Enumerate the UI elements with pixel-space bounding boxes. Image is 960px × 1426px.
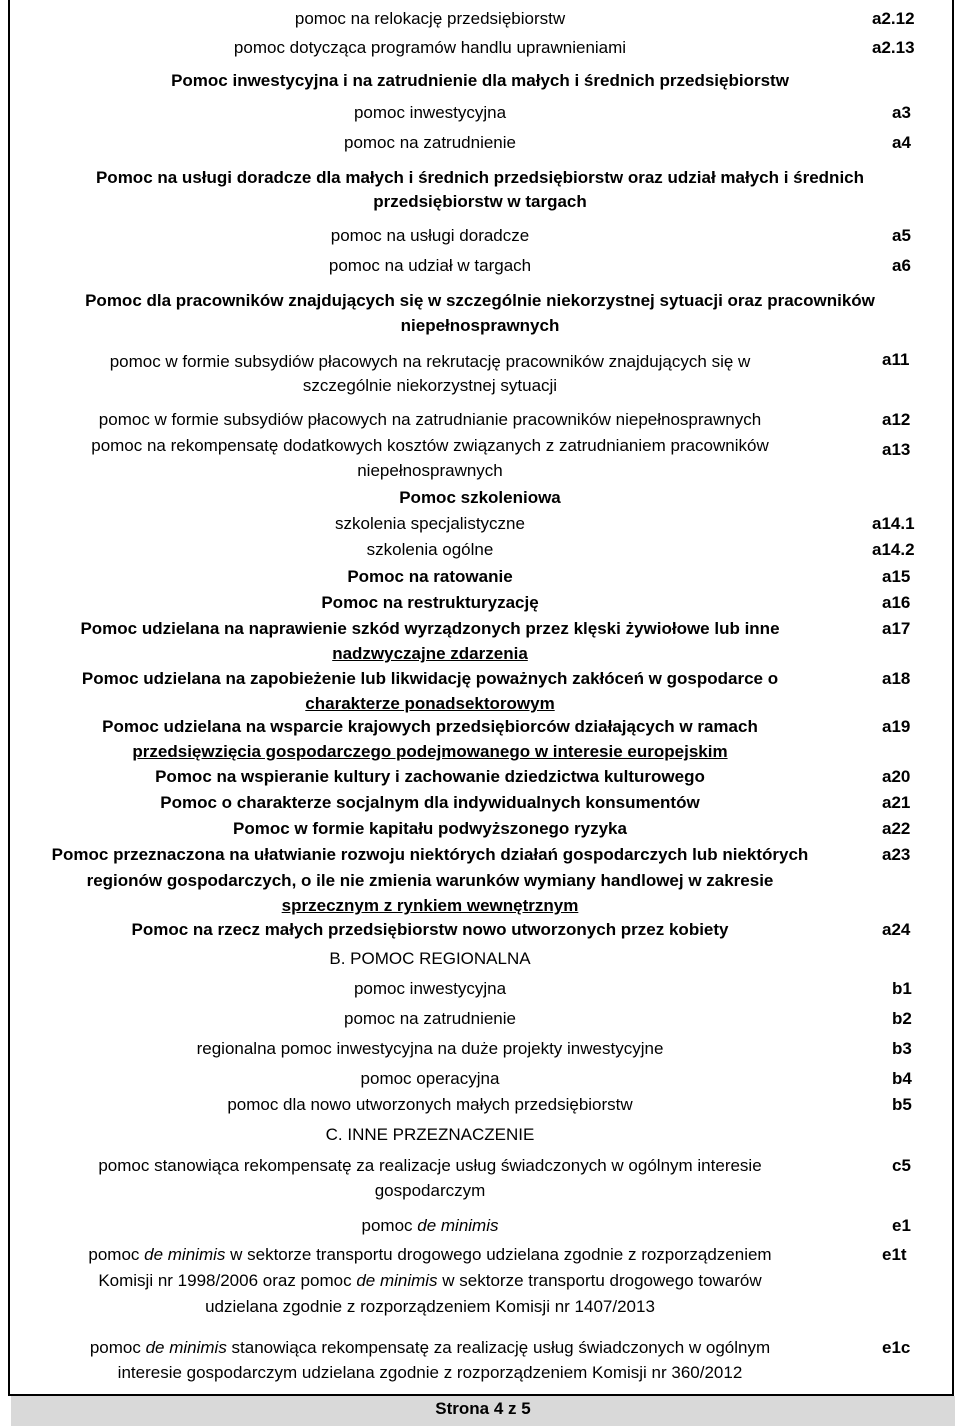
row-text: pomoc stanowiąca rekompensatę za realizacje usług świadczonych w ogólnym interesie [98, 1156, 762, 1175]
row-code: b3 [892, 1039, 912, 1058]
text-part: Komisji nr 1998/2006 oraz pomoc [98, 1271, 357, 1290]
text-part: w sektorze transportu drogowego udzielana zgodnie z rozporządzeniem [225, 1245, 772, 1264]
section-heading: Pomoc udzielana na zapobieżenie lub likwidację poważnych zakłóceń w gospodarce o [81, 669, 779, 688]
row-text: pomoc na zatrudnienie [343, 1009, 516, 1028]
row-code: b5 [892, 1095, 912, 1114]
row-text: gospodarczym [374, 1181, 486, 1200]
section-heading: przedsiębiorstw w targach [373, 192, 587, 211]
row-code: c5 [892, 1156, 911, 1175]
row-code: a11 [882, 350, 910, 369]
row-code: a24 [882, 920, 911, 939]
row-code: a23 [882, 845, 911, 864]
section-heading: B. POMOC REGIONALNA [329, 949, 531, 968]
section-heading: sprzecznym z rynkiem wewnętrznym [281, 896, 579, 915]
row-code: b2 [892, 1009, 912, 1028]
text-part-italic: de minimis [145, 1338, 227, 1357]
text-part: pomoc [88, 1245, 145, 1264]
text-part-italic: de minimis [356, 1271, 438, 1290]
section-heading: niepełnosprawnych [400, 316, 560, 335]
row-code: e1c [882, 1338, 911, 1357]
row-code: a22 [882, 819, 911, 838]
section-heading: Pomoc dla pracowników znajdujących się w szczególnie niekorzystnej sytuacji oraz pracowników [85, 291, 875, 310]
row-text: pomoc operacyjna [360, 1069, 500, 1088]
row-text [10, 1242, 850, 1267]
row-text: szkolenia ogólne [366, 540, 494, 559]
section-heading: Pomoc na rzecz małych przedsiębiorstw nowo utworzonych przez kobiety [131, 920, 729, 939]
row-text: pomoc inwestycyjna [353, 103, 507, 122]
section-heading: Pomoc o charakterze socjalnym dla indywidualnych konsumentów [160, 793, 700, 812]
section-heading: Pomoc inwestycyjna i na zatrudnienie dla małych i średnich przedsiębiorstw [171, 71, 789, 90]
row-text: pomoc na udział w targach [328, 256, 532, 275]
section-heading: przedsięwzięcia gospodarczego podejmowanego w interesie europejskim [132, 742, 728, 761]
section-heading: Pomoc szkoleniowa [399, 488, 561, 507]
row-code: a18 [882, 669, 911, 688]
row-code: a4 [892, 133, 911, 152]
text-part: w sektorze transportu drogowego towarów [437, 1271, 762, 1290]
row-text [10, 1268, 850, 1293]
section-heading: Pomoc na usługi doradcze dla małych i średnich przedsiębiorstw oraz udział małych i średnich [95, 168, 865, 187]
section-heading: Pomoc na wspieranie kultury i zachowanie dziedzictwa kulturowego [155, 767, 705, 786]
row-text [10, 1213, 850, 1238]
row-code: a5 [892, 226, 911, 245]
row-code: a19 [882, 717, 911, 736]
row-code: a12 [882, 410, 911, 429]
section-heading: charakterze ponadsektorowym [305, 694, 555, 713]
row-text: szkolenia specjalistyczne [335, 514, 525, 533]
row-code: a20 [882, 767, 911, 786]
text-part-italic: de minimis [144, 1245, 226, 1264]
row-text [10, 1335, 850, 1360]
row-text: pomoc na relokację przedsiębiorstw [294, 9, 566, 28]
row-code: a6 [892, 256, 911, 275]
row-code: a3 [892, 103, 911, 122]
row-code: a13 [882, 440, 911, 459]
row-code: b4 [892, 1069, 912, 1088]
text-part: pomoc [361, 1216, 418, 1235]
row-text: szczególnie niekorzystnej sytuacji [302, 376, 558, 395]
section-heading: Pomoc przeznaczona na ułatwianie rozwoju niektórych działań gospodarczych lub niektórych [51, 845, 809, 864]
row-code: e1t [882, 1245, 907, 1264]
row-code: a14.2 [872, 540, 915, 559]
row-text: pomoc na zatrudnienie [343, 133, 516, 152]
section-heading: Pomoc na restrukturyzację [321, 593, 539, 612]
row-text: pomoc w formie subsydiów płacowych na zatrudnianie pracowników niepełnosprawnych [98, 410, 762, 429]
section-heading: Pomoc na ratowanie [347, 567, 513, 586]
row-code: e1 [892, 1216, 911, 1235]
section-heading: Pomoc udzielana na naprawienie szkód wyrządzonych przez klęski żywiołowe lub inne [80, 619, 780, 638]
row-text: udzielana zgodnie z rozporządzeniem Komisji nr 1407/2013 [205, 1297, 655, 1316]
row-text: pomoc na rekompensatę dodatkowych kosztów związanych z zatrudnianiem pracowników [91, 436, 769, 455]
section-heading: regionów gospodarczych, o ile nie zmienia warunków wymiany handlowej w zakresie [86, 871, 774, 890]
row-code: a2.12 [872, 9, 915, 28]
row-text: pomoc dla nowo utworzonych małych przedsiębiorstw [227, 1095, 633, 1114]
text-part-italic: de minimis [417, 1216, 499, 1235]
row-text: pomoc w formie subsydiów płacowych na rekrutację pracowników znajdujących się w [109, 352, 751, 371]
row-text: regionalna pomoc inwestycyjna na duże projekty inwestycyjne [196, 1039, 664, 1058]
row-code: a2.13 [872, 38, 915, 57]
row-code: a16 [882, 593, 911, 612]
text-part: stanowiąca rekompensatę za realizację usług świadczonych w ogólnym [226, 1338, 771, 1357]
row-text: pomoc na usługi doradcze [330, 226, 530, 245]
row-code: a21 [882, 793, 911, 812]
row-text: pomoc dotycząca programów handlu uprawnieniami [233, 38, 627, 57]
row-text: niepełnosprawnych [357, 461, 503, 480]
section-heading: C. INNE PRZEZNACZENIE [325, 1125, 535, 1144]
section-heading: nadzwyczajne zdarzenia [332, 644, 528, 663]
section-heading: Pomoc w formie kapitału podwyższonego ryzyka [233, 819, 627, 838]
row-code: b1 [892, 979, 912, 998]
page-number-footer: Strona 4 z 5 [11, 1396, 955, 1426]
row-code: a14.1 [872, 514, 915, 533]
text-part: pomoc [89, 1338, 146, 1357]
row-text: pomoc inwestycyjna [353, 979, 507, 998]
document-page [8, 0, 954, 1396]
section-heading: Pomoc udzielana na wsparcie krajowych przedsiębiorców działających w ramach [102, 717, 758, 736]
row-text: interesie gospodarczym udzielana zgodnie z rozporządzeniem Komisji nr 360/2012 [117, 1363, 743, 1382]
row-code: a17 [882, 619, 911, 638]
row-code: a15 [882, 567, 911, 586]
